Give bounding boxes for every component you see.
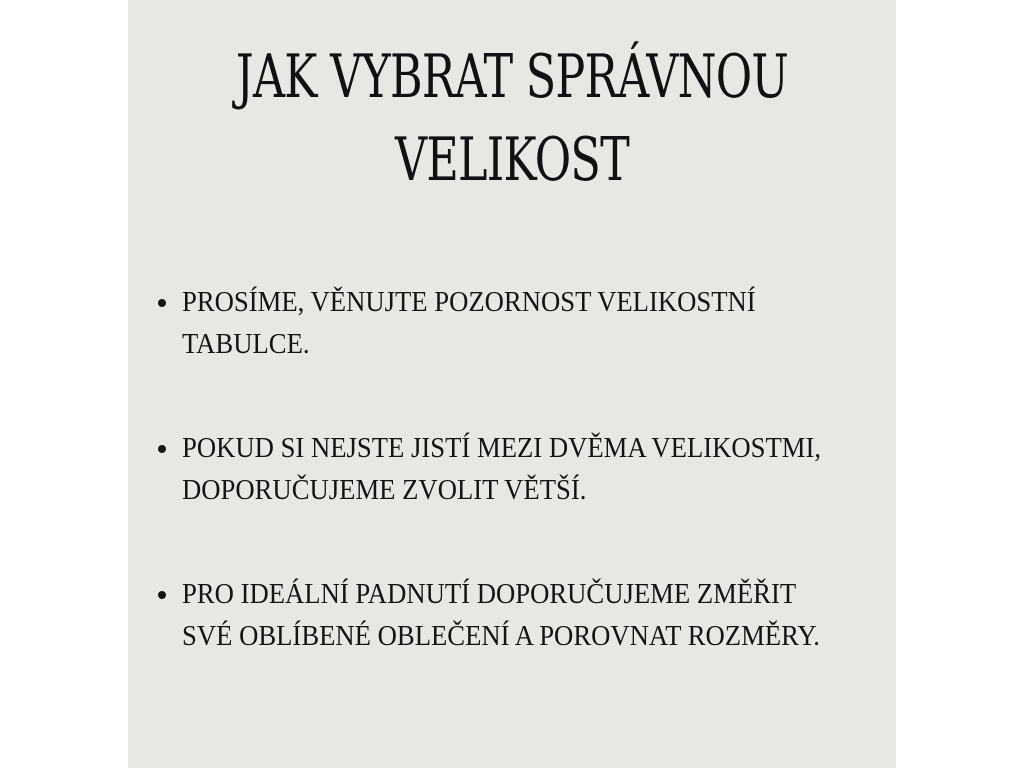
title-line-1: JAK VYBRAT SPRÁVNOU (235, 42, 789, 112)
page-title (228, 36, 796, 202)
bullet-icon (158, 299, 166, 307)
title-line-2: VELIKOST (394, 125, 629, 195)
size-guide-card (128, 0, 896, 768)
tip-text: POKUD SI NEJSTE JISTÍ MEZI DVĚMA VELIKOSTMI, DOPORUČUJEME ZVOLIT VĚTŠÍ. (182, 432, 822, 506)
bullet-icon (158, 591, 166, 599)
list-item (150, 427, 890, 511)
tip-text: PRO IDEÁLNÍ PADNUTÍ DOPORUČUJEME ZMĚŘIT SVÉ OBLÍBENÉ OBLEČENÍ A POROVNAT ROZMĚRY. (182, 578, 820, 652)
bullet-icon (158, 445, 166, 453)
tips-list (150, 281, 890, 719)
list-item (150, 281, 890, 365)
tip-text: PROSÍME, VĚNUJTE POZORNOST VELIKOSTNÍ TABULCE. (182, 286, 756, 360)
list-item (150, 573, 890, 657)
